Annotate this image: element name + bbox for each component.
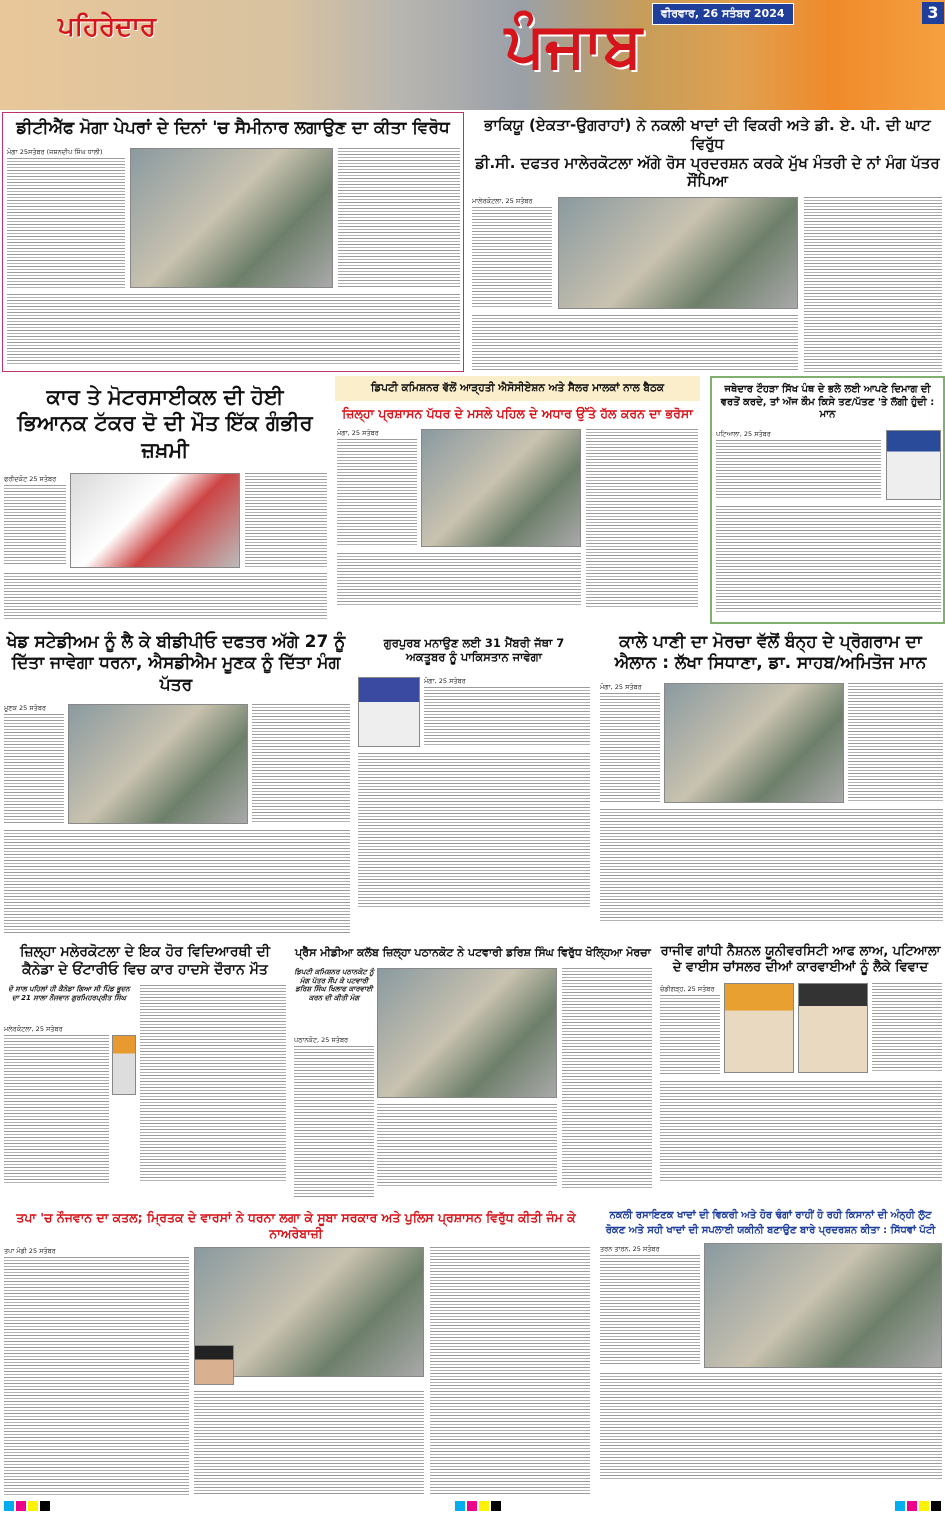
article-fake-fertilizer — [596, 1206, 945, 1496]
article-body — [0, 700, 352, 933]
article-body — [0, 471, 330, 621]
article-body — [470, 195, 945, 372]
victim-photo — [194, 1345, 234, 1385]
headline: ਕਾਰ ਤੇ ਮੋਟਰਸਾਈਕਲ ਦੀ ਹੋਈ ਭਿਆਨਕ ਟੱਕਰ ਦੋ ਦੀ ਮੌਤ ਇੱਕ ਗੰਭੀਰ ਜ਼ਖ਼ਮੀ — [17, 385, 313, 462]
photo — [798, 983, 868, 1073]
photo — [886, 430, 941, 500]
kicker: ਡਿਪਟੀ ਕਮਿਸ਼ਨਰ ਪਠਾਨਕੋਟ ਨੂੰ ਮੰਗ ਪੱਤਰ ਸੌਂਪ ਕੇ ਪਟਵਾਰੀ ਡਰਿਸ਼ ਸਿੰਘ ਖਿਲਾਫ ਕਾਰਵਾਈ ਕਰਨ ਦੀ ਕੀਤੀ ਮੰਗ — [294, 967, 374, 1002]
article-body — [596, 679, 945, 934]
article-body — [335, 427, 700, 621]
article-gurpurab-jatha — [356, 628, 592, 933]
photo — [704, 1243, 942, 1368]
article-mann-tohra — [710, 376, 945, 624]
registration-marks-right — [895, 1496, 943, 1515]
dateline: ਤਪਾ ਮੰਡੀ 25 ਸਤੰਬਰ — [4, 1247, 56, 1256]
article-rgnul-controversy — [656, 940, 945, 1202]
photo — [130, 148, 333, 288]
kicker: ਦੋ ਸਾਲ ਪਹਿਲਾਂ ਹੀ ਕੈਨੇਡਾ ਗਿਆ ਸੀ ਪਿੰਡ ਭੂਦਨ ਦਾ 21 ਸਾਲਾ ਨੌਜਵਾਨ ਗੁਰਮਿਹਰਪ੍ਰੀਤ ਸਿੰਘ — [8, 985, 130, 1002]
headline: ਜ਼ਿਲ੍ਹਾ ਮਲੇਰਕੋਟਲਾ ਦੇ ਇਕ ਹੋਰ ਵਿਦਿਆਰਥੀ ਦੀ ਕੈਨੇਡਾ ਦੇ ਓਂਟਾਰੀਓ ਵਿਚ ਕਾਰ ਹਾਦਸੇ ਦੌਰਾਨ ਮੌਤ — [19, 944, 271, 978]
photo — [421, 429, 581, 547]
dateline: ਮੋਗਾ, 25 ਸਤੰਬਰ — [600, 682, 642, 691]
article-car-accident — [0, 376, 330, 621]
dateline: ਚੰਡੀਗੜ੍ਹ, 25 ਸਤੰਬਰ — [660, 984, 715, 993]
article-body — [292, 966, 654, 1202]
dateline: ਮੂਣਕ 25 ਸਤੰਬਰ — [4, 703, 46, 712]
headline: ਖੇਡ ਸਟੇਡੀਅਮ ਨੂੰ ਲੈ ਕੇ ਬੀਡੀਪੀਓ ਦਫਤਰ ਅੱਗੇ 27 ਨੂੰ ਦਿੱਤਾ ਜਾਵੇਗਾ ਧਰਨਾ, ਐਸਡੀਐਮ ਮੂਣਕ ਨੂੰ ਦਿੱਤਾ ਮੰਗ ਪੱਤਰ — [6, 632, 346, 695]
dateline: ਮੋਗਾ, 25 ਸਤੰਬਰ — [424, 676, 466, 685]
dateline: ਮੋਗਾ 25ਸਤੰਬਰ (ਜਸ਼ਨਦੀਪ ਸਿੰਘ ਧਾਲੀ) — [7, 148, 103, 157]
headline: ਰਾਜੀਵ ਗਾਂਧੀ ਨੈਸ਼ਨਲ ਯੂਨੀਵਰਸਿਟੀ ਆਫ ਲਾਅ, ਪਟਿਆਲਾ ਦੇ ਵਾਈਸ ਚਾਂਸਲਰ ਦੀਆਂ ਕਾਰਵਾਈਆਂ ਨੂੰ ਲੈਕੇ ਵਿਵਾਦ — [660, 944, 941, 976]
headline: ਜਥੇਦਾਰ ਟੌਹੜਾ ਸਿੱਖ ਪੰਥ ਦੇ ਭਲੇ ਲਈ ਆਪਣੇ ਦਿਮਾਗ ਦੀ ਵਰਤੋਂ ਕਰਦੇ, ਤਾਂ ਅੱਜ ਕੌਮ ਕਿਸੇ ਤਣ/ਪੱਤਣ 'ਤੇ ਲੱਗੀ ਹੁੰਦੀ : ਮਾਨ — [720, 384, 935, 420]
article-body — [0, 983, 290, 1202]
kicker: ਡਿਪਟੀ ਕਮਿਸ਼ਨਰ ਵੱਲੋਂ ਆੜ੍ਹਤੀ ਐਸੋਸੀਏਸ਼ਨ ਅਤੇ ਸੈਲਰ ਮਾਲਕਾਂ ਨਾਲ ਬੈਠਕ — [335, 376, 700, 401]
article-body — [656, 981, 945, 1203]
headline: ਡੀਟੀਐੱਫ ਮੋਗਾ ਪੇਪਰਾਂ ਦੇ ਦਿਨਾਂ 'ਚ ਸੈਮੀਨਾਰ ਲਗਾਉਣ ਦਾ ਕੀਤਾ ਵਿਰੋਧ — [16, 118, 450, 138]
article-body — [596, 1241, 945, 1496]
dateline: ਮਾਲੇਰਕੋਟਲਾ, 25 ਸਤੰਬਰ — [472, 197, 533, 205]
dateline: ਫਰੀਦਕੋਟ 25 ਸਤੰਬਰ — [4, 474, 57, 483]
photo — [112, 1035, 136, 1095]
dateline: ਪਠਾਨਕੋਟ, 25 ਸਤੰਬਰ — [294, 1035, 349, 1044]
dateline: ਮਲੇਰਕੋਟਲਾ, 25 ਸਤੰਬਰ — [4, 1025, 63, 1033]
dateline: ਮੋਗਾ, 25 ਸਤੰਬਰ — [337, 428, 379, 437]
article-bkuu-protest — [470, 112, 945, 372]
article-canada-accident — [0, 940, 290, 1202]
article-dc-meeting — [335, 376, 700, 621]
photo — [70, 473, 240, 568]
article-body — [356, 673, 592, 933]
article-dtf-moga — [2, 112, 464, 372]
headline: ਪ੍ਰੈੱਸ ਮੀਡੀਆ ਕਲੱਬ ਜ਼ਿਲ੍ਹਾ ਪਠਾਨਕੋਟ ਨੇ ਪਟਵਾਰੀ ਡਰਿਸ਼ ਸਿੰਘ ਵਿਰੁੱਧ ਖੋਲ੍ਹਿਆ ਮੋਰਚਾ — [295, 946, 651, 959]
article-body — [3, 144, 463, 371]
article-kale-pani-morcha — [596, 628, 945, 933]
article-body — [712, 428, 943, 623]
article-stadium-dharna — [0, 628, 352, 933]
photo — [68, 704, 248, 824]
headline: ਨਕਲੀ ਰਸਾਇਣਕ ਖਾਦਾਂ ਦੀ ਵਿਕਰੀ ਅਤੇ ਹੋਰ ਢੰਗਾਂ ਰਾਹੀਂ ਹੋ ਰਹੀ ਕਿਸਾਨਾਂ ਦੀ ਅੰਨ੍ਹੀ ਲੁੱਟ — [609, 1210, 932, 1221]
headline: ਭਾਕਿਯੂ (ਏਕਤਾ-ਉਗਰਾਹਾਂ) ਨੇ ਨਕਲੀ ਖਾਦਾਂ ਦੀ ਵਿਕਰੀ ਅਤੇ ਡੀ. ਏ. ਪੀ. ਦੀ ਘਾਟ ਵਿਰੁੱਧ — [484, 116, 931, 153]
photo — [664, 683, 844, 803]
article-press-club — [292, 940, 654, 1202]
newspaper-logo: ਪਹਿਰੇਦਾਰ — [58, 12, 156, 42]
photo — [558, 197, 798, 309]
headline: ਜ਼ਿਲ੍ਹਾ ਪ੍ਰਸ਼ਾਸਨ ਪੱਧਰ ਦੇ ਮਸਲੇ ਪਹਿਲ ਦੇ ਅਧਾਰ ਉੱਤੇ ਹੱਲ ਕਰਨ ਦਾ ਭਰੋਸਾ — [342, 406, 693, 422]
headline: ਕਾਲੇ ਪਾਣੀ ਦਾ ਮੋਰਚਾ ਵੱਲੋਂ ਬੰਨ੍ਹ ਦੇ ਪ੍ਰੋਗਰਾਮ ਦਾ ਐਲਾਨ : ਲੱਖਾ ਸਿਧਾਣਾ, ਡਾ. ਸਾਹਬ/ਅਮਿਤੋਜ ਮਾਨ — [614, 632, 927, 674]
headline-line2: ਡੀ.ਸੀ. ਦਫਤਰ ਮਾਲੇਰਕੋਟਲਾ ਅੱਗੇ ਰੋਸ ਪ੍ਰਦਰਸ਼ਨ ਕਰਕੇ ਮੁੱਖ ਮੰਤਰੀ ਦੇ ਨਾਂ ਮੰਗ ਪੱਤਰ ਸੌਂਪਿਆ — [475, 153, 940, 191]
section-title: ਪੰਜਾਬ — [505, 8, 642, 81]
headline: ਗੁਰਪੁਰਬ ਮਨਾਉਣ ਲਈ 31 ਮੈਂਬਰੀ ਜੱਥਾ 7 ਅਕਤੂਬਰ ਨੂੰ ਪਾਕਿਸਤਾਨ ਜਾਵੇਗਾ — [383, 636, 565, 665]
page-number: 3 — [922, 2, 944, 24]
dateline: ਤਰਨ ਤਾਰਨ, 25 ਸਤੰਬਰ — [600, 1245, 660, 1253]
photo — [358, 677, 420, 747]
issue-date: ਵੀਰਵਾਰ, 26 ਸਤੰਬਰ 2024 — [652, 3, 794, 25]
headline: ਤਪਾ 'ਚ ਨੌਜਵਾਨ ਦਾ ਕਤਲ; ਮ੍ਰਿਤਕ ਦੇ ਵਾਰਸਾਂ ਨੇ ਧਰਨਾ ਲਗਾ ਕੇ ਸੂਬਾ ਸਰਕਾਰ ਅਤੇ ਪੁਲਿਸ ਪ੍ਰਸ਼ਾਸਨ ਵਿਰੁੱਧ ਕੀਤੀ ਜੰਮ ਕੇ ਨਾਅਰੇਬਾਜ਼ੀ — [16, 1210, 576, 1241]
photo — [724, 983, 794, 1073]
headline-line2: ਰੋਕਣ ਅਤੇ ਸਹੀ ਖਾਦਾਂ ਦੀ ਸਪਲਾਈ ਯਕੀਨੀ ਬਣਾਉਣ ਬਾਰੇ ਪ੍ਰਦਰਸ਼ਨ ਕੀਤਾ : ਸਿੱਧਵਾਂ ਪੱਟੀ — [605, 1224, 936, 1236]
registration-marks-center — [455, 1496, 503, 1515]
article-body — [0, 1245, 592, 1496]
article-tapa-murder — [0, 1206, 592, 1496]
registration-marks-left — [4, 1496, 52, 1515]
dateline: ਪਟਿਆਲਾ, 25 ਸਤੰਬਰ — [716, 429, 771, 438]
photo — [377, 968, 557, 1098]
